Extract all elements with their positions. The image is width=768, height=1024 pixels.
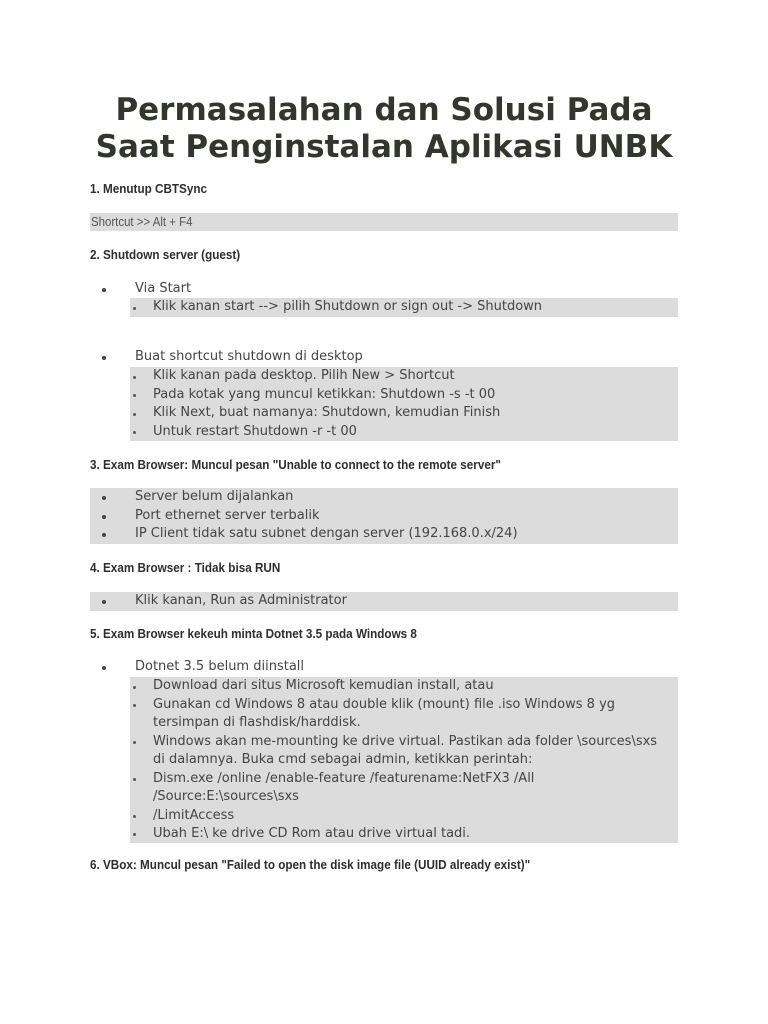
bullet-icon [133,394,136,397]
list-item-continuation: /Source:E:\sources\sxs [153,789,299,804]
bullet-icon [102,515,106,519]
bullet-icon [102,288,106,292]
list-item: Buat shortcut shutdown di desktop [135,349,363,364]
bullet-icon [102,496,106,500]
list-block [90,488,678,544]
bullet-icon [133,778,136,781]
list-item: Dism.exe /online /enable-feature /featurename:NetFX3 /All [153,770,535,786]
list-item: Klik kanan pada desktop. Pilih New > Shortcut [153,368,455,383]
section-1-heading: 1. Menutup CBTSync [90,181,208,196]
list-item-continuation: tersimpan di flashdisk/harddisk. [153,715,361,730]
bullet-icon [102,356,106,360]
document-title [0,92,768,166]
section-3-heading: 3. Exam Browser: Muncul pesan "Unable to connect to the remote server" [90,457,501,472]
list-item: Klik Next, buat namanya: Shutdown, kemudian Finish [153,405,501,420]
list-item: Download dari situs Microsoft kemudian install, atau [153,678,494,693]
section-4-heading: 4. Exam Browser : Tidak bisa RUN [90,560,281,575]
bullet-icon [133,686,136,689]
bullet-icon [133,431,136,434]
title-line-1: Permasalahan dan Solusi Pada [115,92,653,128]
bullet-icon [133,741,136,744]
bullet-icon [133,704,136,707]
list-item: Klik kanan, Run as Administrator [135,593,347,608]
list-item: Ubah E:\ ke drive CD Rom atau drive virtual tadi. [153,826,471,841]
sublist-block [130,298,678,317]
list-item: Server belum dijalankan [135,489,294,504]
sublist-block [130,677,678,843]
list-item: Klik kanan start --> pilih Shutdown or sign out -> Shutdown [153,299,543,314]
bullet-icon [102,600,106,604]
list-item: Untuk restart Shutdown -r -t 00 [153,423,357,439]
shortcut-code-block [90,213,678,231]
sublist-block [130,367,678,441]
list-item: IP Client tidak satu subnet dengan server (192.168.0.x/24) [135,526,518,541]
section-2-heading: 2. Shutdown server (guest) [90,247,241,262]
title-line-2: Saat Penginstalan Aplikasi UNBK [95,129,673,165]
list-item: Pada kotak yang muncul ketikkan: Shutdown -s -t 00 [153,386,496,402]
code-text: Shortcut >> Alt + F4 [91,214,193,229]
bullet-icon [133,833,136,836]
bullet-icon [133,413,136,416]
list-item: /LimitAccess [153,807,235,823]
bullet-icon [102,533,106,537]
list-block [90,592,678,611]
list-item: Gunakan cd Windows 8 atau double klik (mount) file .iso Windows 8 yg [153,696,616,712]
bullet-icon [133,376,136,379]
list-item: Via Start [135,281,192,296]
section-6-heading: 6. VBox: Muncul pesan "Failed to open the disk image file (UUID already exist)" [90,857,531,872]
list-item: Port ethernet server terbalik [135,507,320,523]
bullet-icon [133,307,136,310]
list-item-continuation: di dalamnya. Buka cmd sebagai admin, ketikkan perintah: [153,752,533,767]
bullet-icon [133,815,136,818]
bullet-icon [102,666,106,670]
section-5-heading: 5. Exam Browser kekeuh minta Dotnet 3.5 pada Windows 8 [90,626,417,641]
list-item: Windows akan me-mounting ke drive virtual. Pastikan ada folder \sources\sxs [153,733,658,749]
list-item: Dotnet 3.5 belum diinstall [135,659,305,674]
